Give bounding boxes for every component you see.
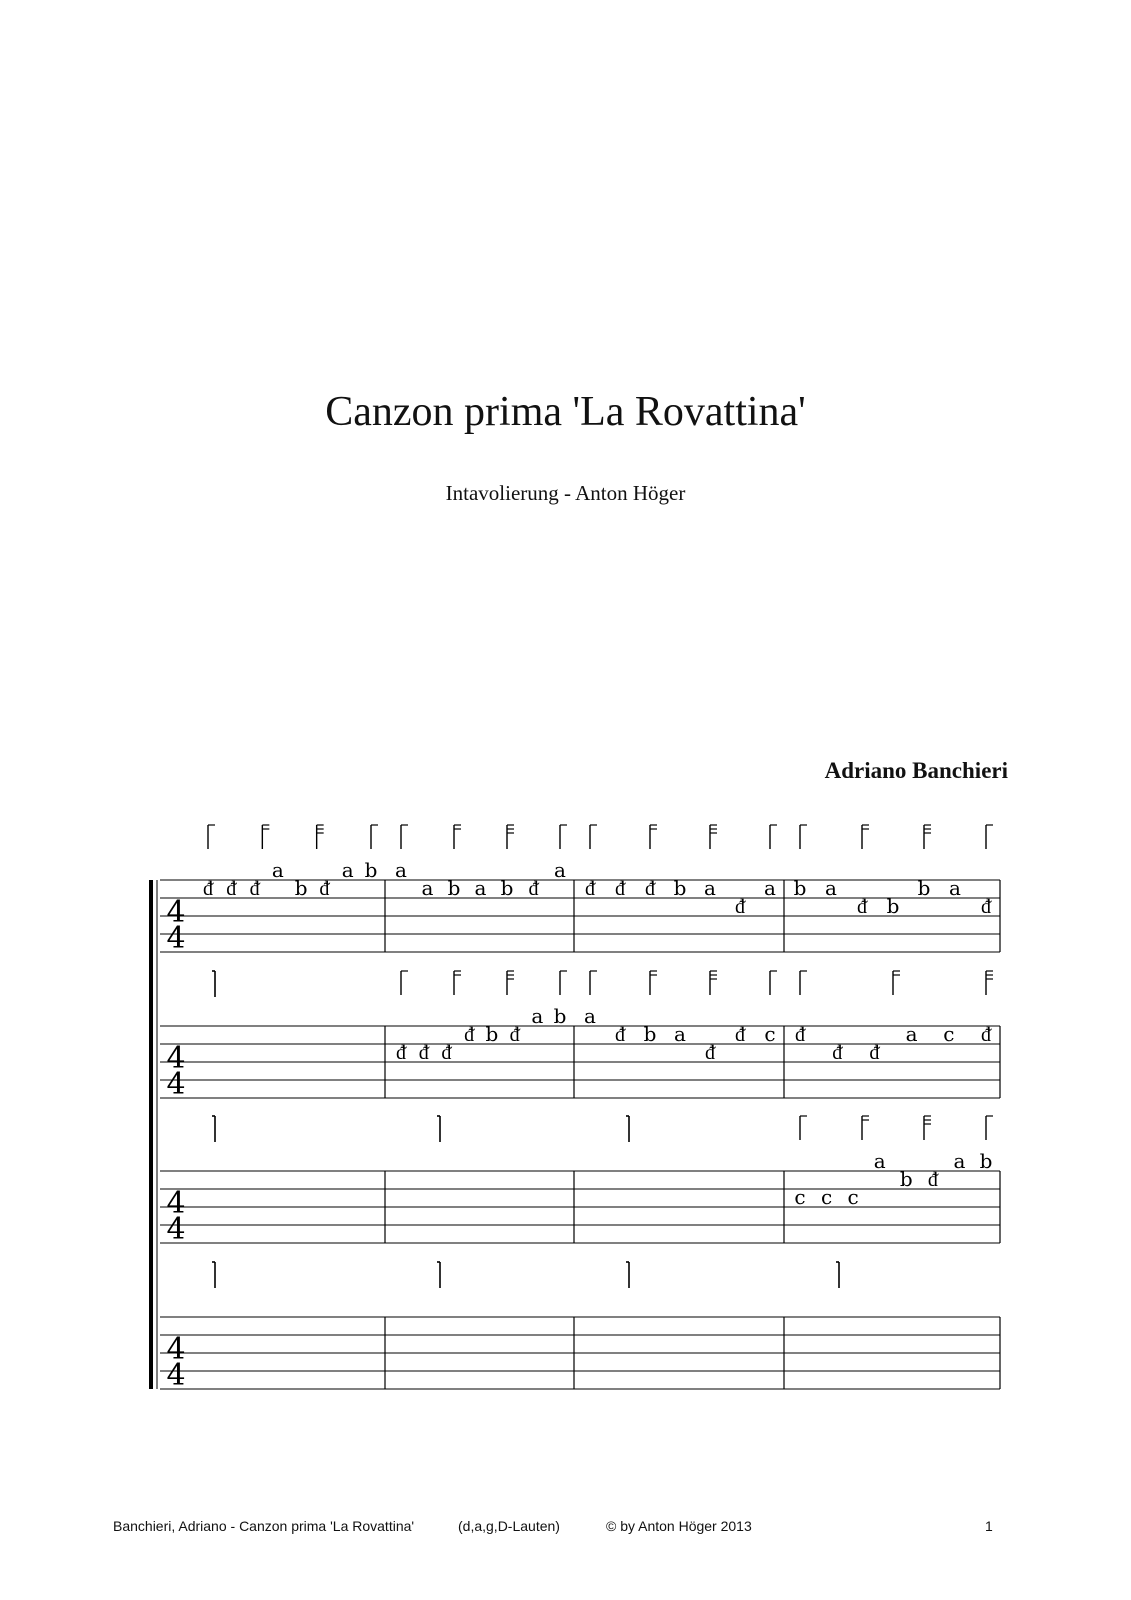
tab-letter: a (421, 876, 434, 900)
time-signature-numerator: 4 (166, 1041, 186, 1076)
tab-letter: a (873, 1149, 886, 1173)
tab-letter: ᵭ (203, 876, 213, 900)
tab-letter: b (553, 1004, 567, 1028)
tab-letter: c (794, 1185, 806, 1209)
tab-letter: b (485, 1022, 499, 1046)
tab-letter: c (820, 1185, 833, 1209)
tab-letter: b (294, 876, 308, 900)
tab-letter: a (764, 876, 776, 900)
footer-work-title: Banchieri, Adriano - Canzon prima 'La Rovattina' (113, 1518, 415, 1534)
tab-letter: c (943, 1022, 955, 1046)
footer-tuning: (d,a,g,D-Lauten) (458, 1518, 560, 1534)
tab-letter: c (764, 1022, 776, 1046)
tab-letter: ᵭ (528, 876, 539, 900)
tab-letter: ᵭ (735, 894, 745, 918)
tab-letter: ᵭ (319, 876, 330, 900)
time-signature-denominator: 4 (166, 1212, 186, 1247)
tab-letter: a (825, 876, 837, 900)
tab-letter: ᵭ (226, 876, 237, 900)
tab-letter: b (793, 876, 807, 900)
tab-letter: b (886, 894, 900, 918)
time-signature-numerator: 4 (166, 895, 186, 930)
tab-letter: a (905, 1022, 918, 1046)
tab-letter: ᵭ (615, 1022, 625, 1046)
tab-letter: ᵭ (464, 1022, 475, 1046)
tab-letter: ᵭ (585, 876, 595, 900)
tab-letter: b (673, 876, 687, 900)
tab-letter: a (531, 1004, 544, 1028)
tab-letter: ᵭ (645, 876, 655, 900)
tab-letter: ᵭ (396, 1040, 406, 1064)
time-signature-numerator: 4 (166, 1332, 186, 1367)
tab-letter: ᵭ (441, 1040, 452, 1064)
tab-letter: b (917, 876, 931, 900)
tab-letter: b (364, 858, 378, 882)
time-signature-denominator: 4 (166, 921, 186, 956)
tab-letter: c (847, 1185, 859, 1209)
tab-letter: ᵭ (927, 1167, 938, 1191)
time-signature-denominator: 4 (166, 1067, 186, 1102)
tab-letter: ᵭ (981, 1022, 991, 1046)
tab-letter: ᵭ (981, 894, 991, 918)
tab-letter: a (271, 858, 284, 882)
time-signature-numerator: 4 (166, 1186, 186, 1221)
tab-letter: ᵭ (735, 1022, 745, 1046)
tab-letter: a (949, 876, 961, 900)
tab-letter: a (554, 858, 566, 882)
tab-letter: a (674, 1022, 686, 1046)
composer-name: Adriano Banchieri (824, 758, 1008, 783)
tab-letter: a (704, 876, 716, 900)
tab-letter: a (474, 876, 487, 900)
piece-title: Canzon prima 'La Rovattina' (325, 389, 806, 435)
tab-letter: ᵭ (615, 876, 625, 900)
tab-letter: ᵭ (832, 1040, 843, 1064)
tab-letter: ᵭ (869, 1040, 880, 1064)
tab-letter: a (395, 858, 407, 882)
tab-letter: b (979, 1149, 993, 1173)
tab-letter: b (500, 876, 514, 900)
tab-letter: ᵭ (418, 1040, 429, 1064)
tab-letter: b (643, 1022, 657, 1046)
page-number: 1 (985, 1518, 993, 1534)
tab-letter: ᵭ (857, 894, 867, 918)
tab-letter: ᵭ (249, 876, 260, 900)
time-signature-denominator: 4 (166, 1358, 186, 1393)
tab-letter: a (584, 1004, 596, 1028)
tab-letter: ᵭ (509, 1022, 520, 1046)
footer-copyright: © by Anton Höger 2013 (606, 1518, 752, 1534)
tab-letter: b (899, 1167, 913, 1191)
tab-letter: ᵭ (705, 1040, 715, 1064)
arranger-credit: Intavolierung - Anton Höger (445, 481, 686, 505)
tab-letter: b (447, 876, 461, 900)
tab-letter: a (953, 1149, 966, 1173)
tab-letter: a (341, 858, 354, 882)
tab-letter: ᵭ (795, 1022, 805, 1046)
